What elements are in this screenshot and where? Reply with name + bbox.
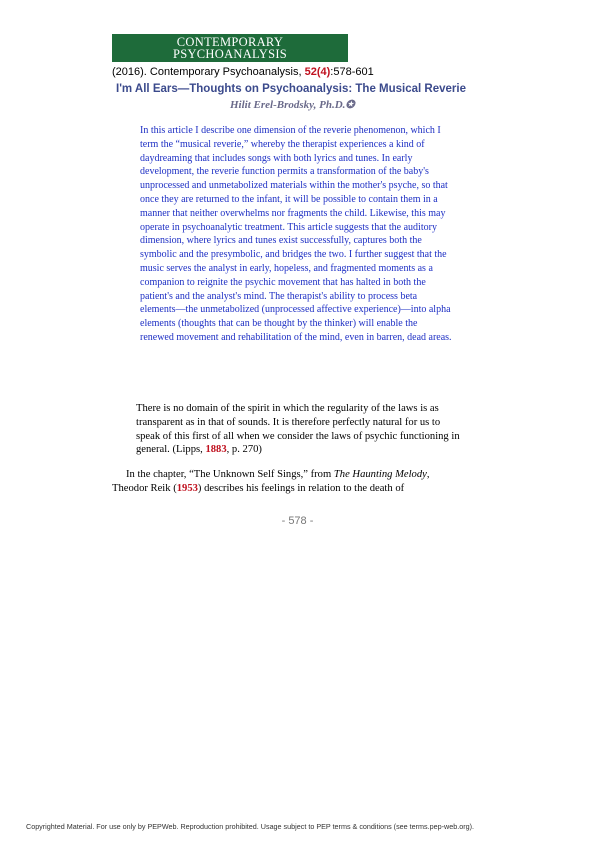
journal-banner	[112, 34, 348, 62]
page-number: - 578 -	[281, 515, 314, 527]
epigraph-quote: There is no domain of the spirit in which the regularity of the laws is as transparent as in that of sounds. It is therefore perfectly natural for us to speak of this first of all when we consider the laws of psychic functioning in general. (Lipps,	[136, 403, 460, 456]
body-part-2: , Theodor Reik (	[112, 469, 430, 494]
epigraph-text	[136, 402, 460, 457]
citation-volume-link[interactable]: 52(4)	[304, 66, 331, 78]
author-note-icon[interactable]: ✪	[345, 99, 355, 111]
article-title: I'm All Ears—Thoughts on Psychoanalysis: The Musical Reverie	[116, 83, 466, 95]
abstract-text: In this article I describe one dimension of the reverie phenomenon, which I term the “musical reverie,” whereby the therapist experiences a kind of daydreaming that includes songs with both lyrics and tunes. In early development, the reverie function permits a transformation of the baby's unprocessed and unmetabolized materials within the mother's psyche, so that once they are returned to the infant, it will be possible to contain them in a manner that neither overwhelms nor fragments the child. Likewise, this may operate in psychoanalytic treatment. This article suggests that the auditory dimension, where lyrics and tunes exist successfully, captures both the symbolic and the presymbolic, and bridges the two. I further suggest that the music serves the analyst in early, hopeless, and fragmented moments as a companion to reignite the psychic movement that has halted in both the patient's and the analyst's mind. The therapist's ability to process beta elements—the unmetabolized (unprocessed affective experience)—into alpha elements (thoughts that can be thought by the thinker) will enable the renewed movement and rehabilitation of the mind, even in barren, dead areas.	[140, 125, 452, 343]
citation-pages: :578-601	[330, 66, 374, 78]
banner-line-1: CONTEMPORARY	[176, 35, 284, 49]
abstract	[140, 124, 452, 345]
copyright-footer: Copyrighted Material. For use only by PEPWeb. Reproduction prohibited. Usage subject to PEP terms & conditions (see terms.pep-web.org).	[26, 822, 474, 831]
citation-line	[112, 66, 374, 78]
author-name: Hilit Erel-Brodsky, Ph.D.	[230, 99, 346, 111]
body-paragraph	[112, 468, 462, 496]
author-line	[230, 98, 355, 111]
ref-link-lipps-1883[interactable]: 1883	[205, 444, 227, 456]
epigraph	[136, 402, 460, 457]
book-title: The Haunting Melody	[333, 469, 427, 480]
body-text	[112, 468, 462, 496]
citation-year: (2016). Contemporary Psychoanalysis,	[112, 66, 305, 78]
epigraph-tail: , p. 270)	[226, 444, 262, 456]
body-part-3: ) describes his feelings in relation to the death of	[197, 483, 405, 494]
body-part-1: In the chapter, “The Unknown Self Sings,” from	[126, 469, 334, 480]
ref-link-reik-1953[interactable]: 1953	[176, 483, 198, 494]
banner-line-2: PSYCHOANALYSIS	[172, 47, 288, 61]
